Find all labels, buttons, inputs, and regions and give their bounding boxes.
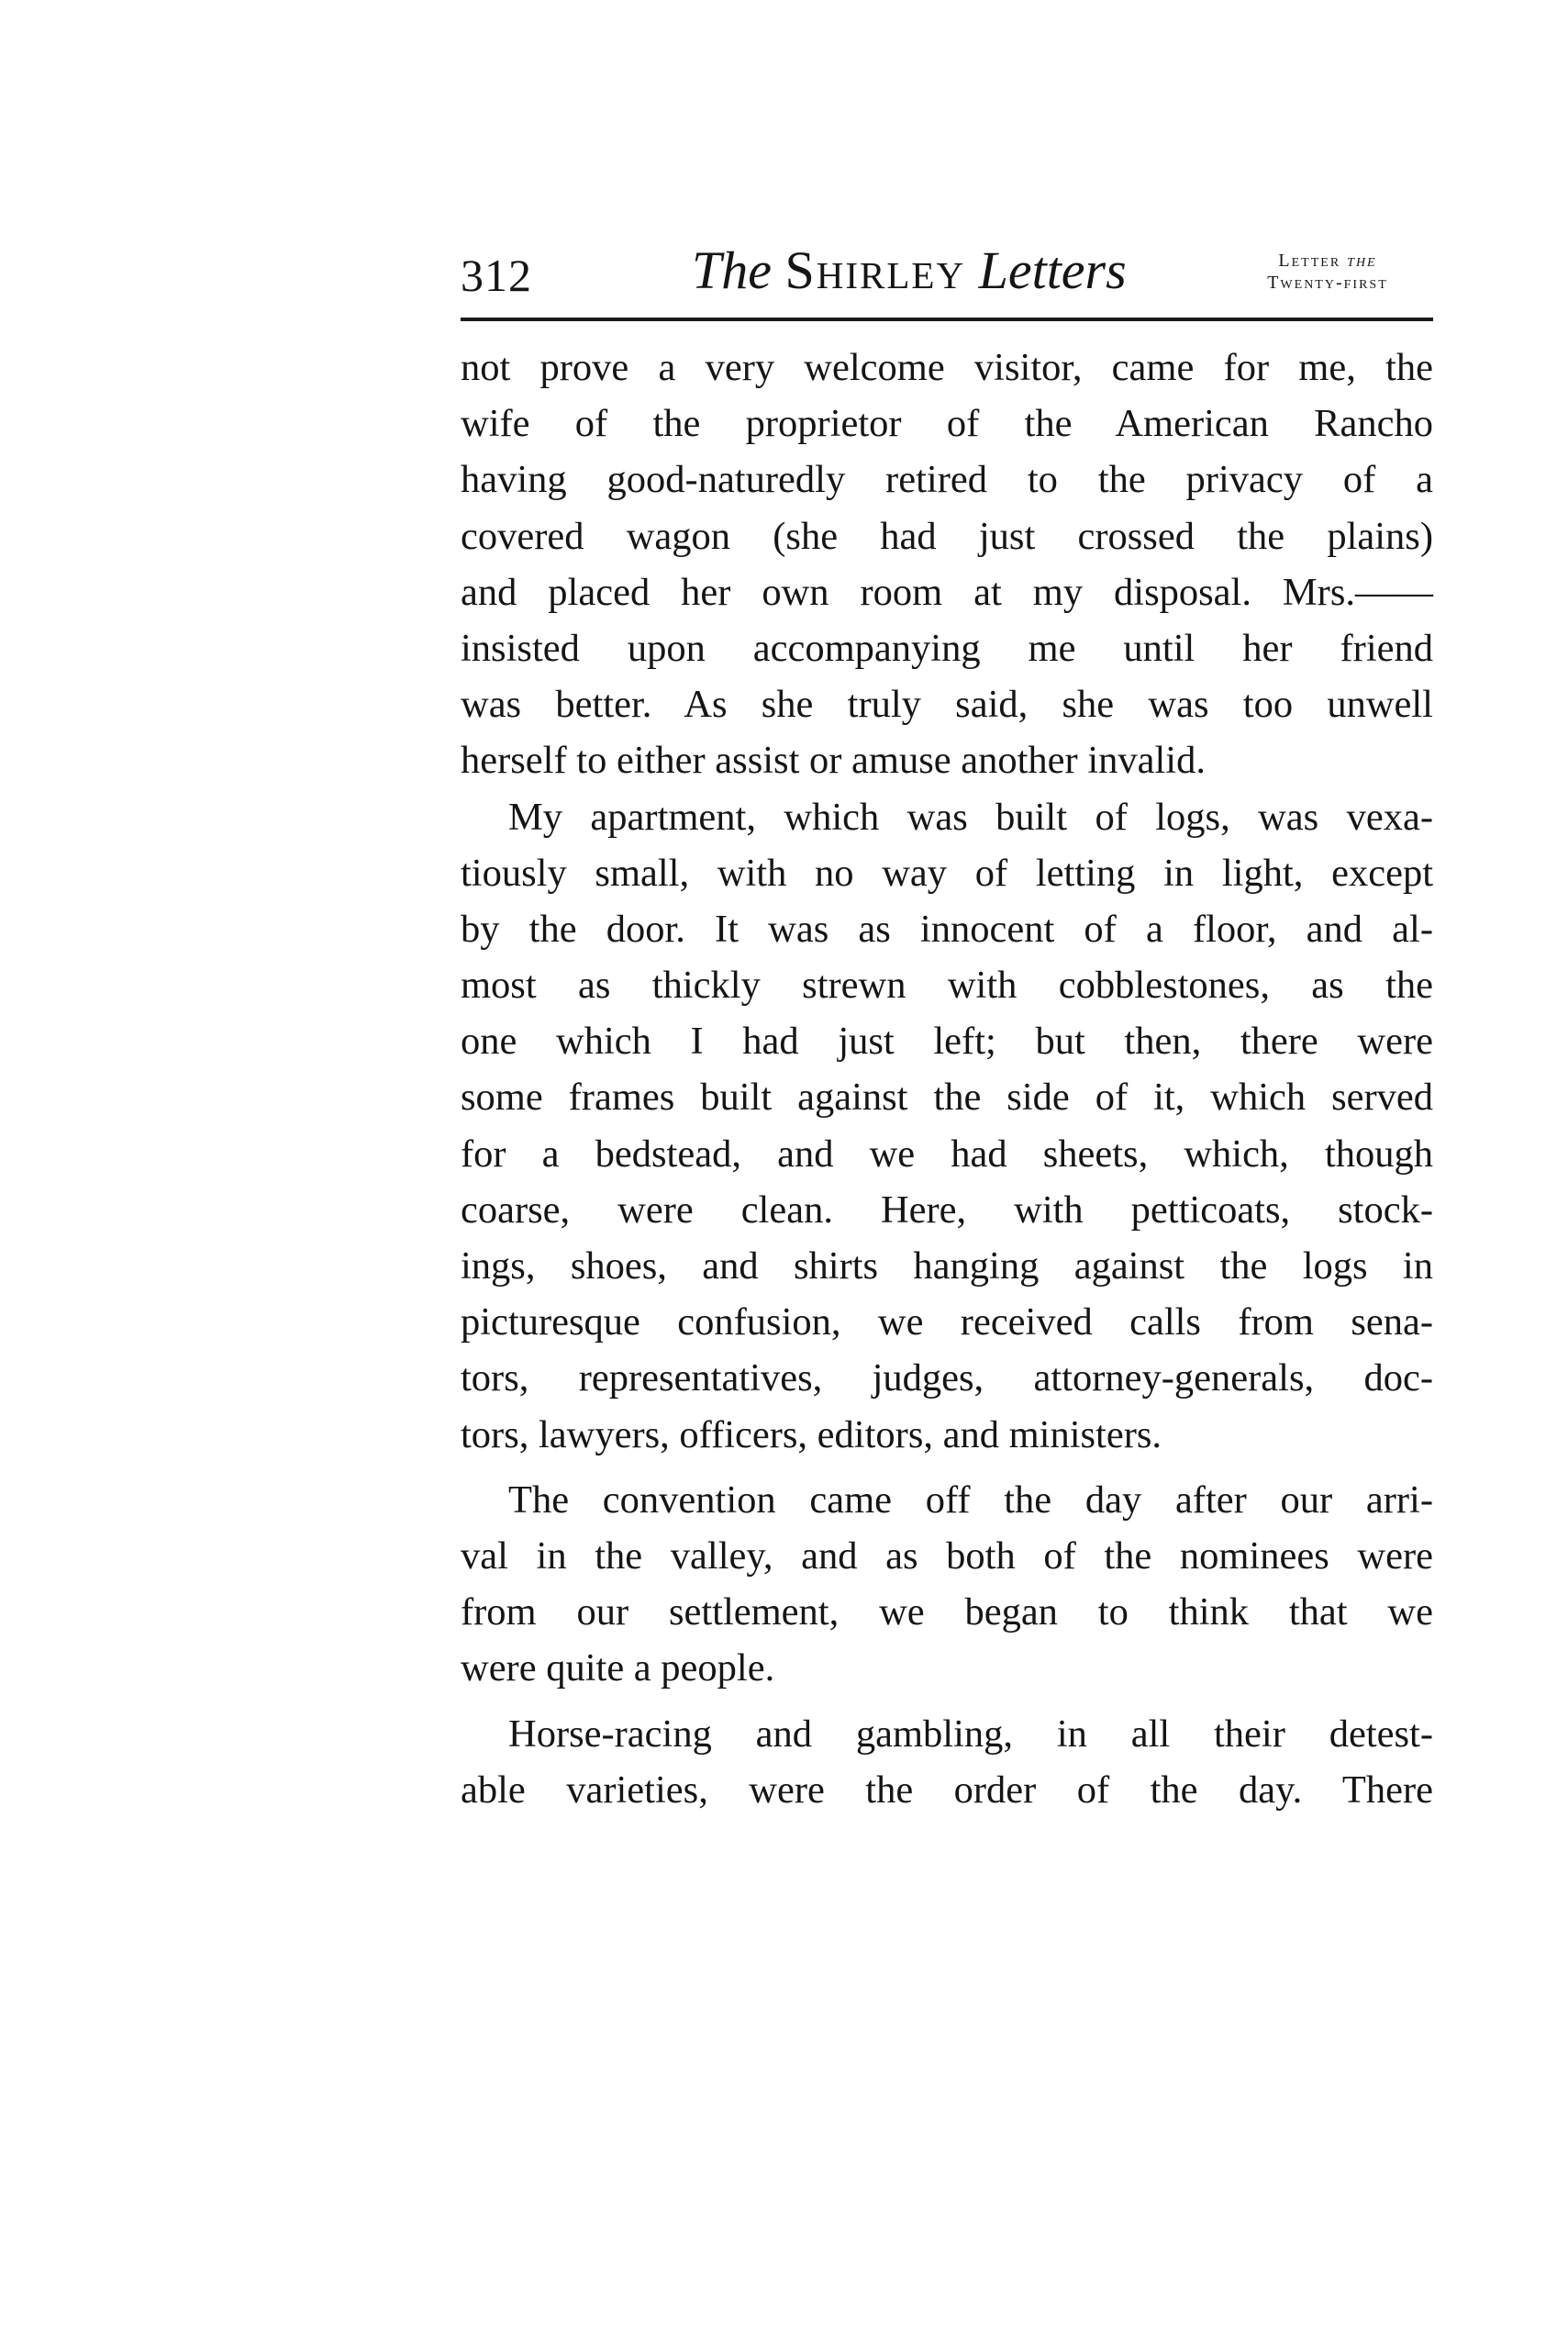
paragraph xyxy=(461,789,1433,1463)
paragraph-gap xyxy=(461,1463,1433,1472)
text-line: some frames built against the side of it, which served xyxy=(461,1076,1433,1120)
book-title-shirley: Shirley xyxy=(784,240,966,300)
book-title-the: The xyxy=(692,240,772,300)
text-line: were quite a people. xyxy=(461,1646,775,1690)
paragraph-gap xyxy=(461,1697,1433,1706)
text-line: and placed her own room at my disposal. Mrs.—— xyxy=(461,570,1433,614)
letter-label-line-1 xyxy=(1222,250,1433,272)
letter-label-word: Letter xyxy=(1278,251,1341,271)
letter-label-article: the xyxy=(1347,251,1377,271)
text-line: for a bedstead, and we had sheets, which, though xyxy=(461,1132,1433,1176)
body-text xyxy=(461,340,1433,1818)
text-line: The convention came off the day after our arri- xyxy=(508,1478,1433,1522)
letter-label-line-2: Twenty-first xyxy=(1267,273,1388,293)
text-line: Horse-racing and gambling, in all their detest- xyxy=(508,1712,1433,1756)
text-line: picturesque confusion, we received calls from sena- xyxy=(461,1300,1433,1344)
text-line: from our settlement, we began to think that we xyxy=(461,1590,1433,1634)
text-line: having good-naturedly retired to the privacy of a xyxy=(461,458,1433,502)
text-line: most as thickly strewn with cobblestones, as the xyxy=(461,964,1433,1008)
text-line: not prove a very welcome visitor, came for me, the xyxy=(461,346,1433,389)
book-title xyxy=(692,240,1127,301)
letter-label xyxy=(1222,250,1433,294)
running-head xyxy=(461,240,1433,314)
text-line: insisted upon accompanying me until her friend xyxy=(461,626,1433,670)
text-line: covered wagon (she had just crossed the plains) xyxy=(461,514,1433,558)
text-line: wife of the proprietor of the American Rancho xyxy=(461,402,1433,446)
text-line: ings, shoes, and shirts hanging against the logs in xyxy=(461,1244,1433,1288)
text-line: one which I had just left; but then, there were xyxy=(461,1020,1433,1064)
text-line: tors, representatives, judges, attorney-generals, doc- xyxy=(461,1356,1433,1400)
text-line: able varieties, were the order of the day. There xyxy=(461,1768,1433,1812)
paragraph xyxy=(461,340,1433,789)
text-line: tiously small, with no way of letting in light, except xyxy=(461,851,1433,895)
text-line: herself to either assist or amuse another invalid. xyxy=(461,739,1206,783)
page-number: 312 xyxy=(461,250,532,301)
text-line: by the door. It was as innocent of a floor, and al- xyxy=(461,907,1433,951)
paragraph xyxy=(461,1472,1433,1697)
text-line: tors, lawyers, officers, editors, and ministers. xyxy=(461,1412,1162,1456)
text-line: coarse, were clean. Here, with petticoats, stock- xyxy=(461,1188,1433,1232)
text-line: val in the valley, and as both of the nominees were xyxy=(461,1534,1433,1578)
header-rule xyxy=(461,318,1433,321)
text-line: was better. As she truly said, she was too unwell xyxy=(461,683,1433,727)
book-title-letters: Letters xyxy=(978,240,1127,300)
text-line: My apartment, which was built of logs, was vexa- xyxy=(508,795,1433,839)
paragraph xyxy=(461,1706,1433,1818)
